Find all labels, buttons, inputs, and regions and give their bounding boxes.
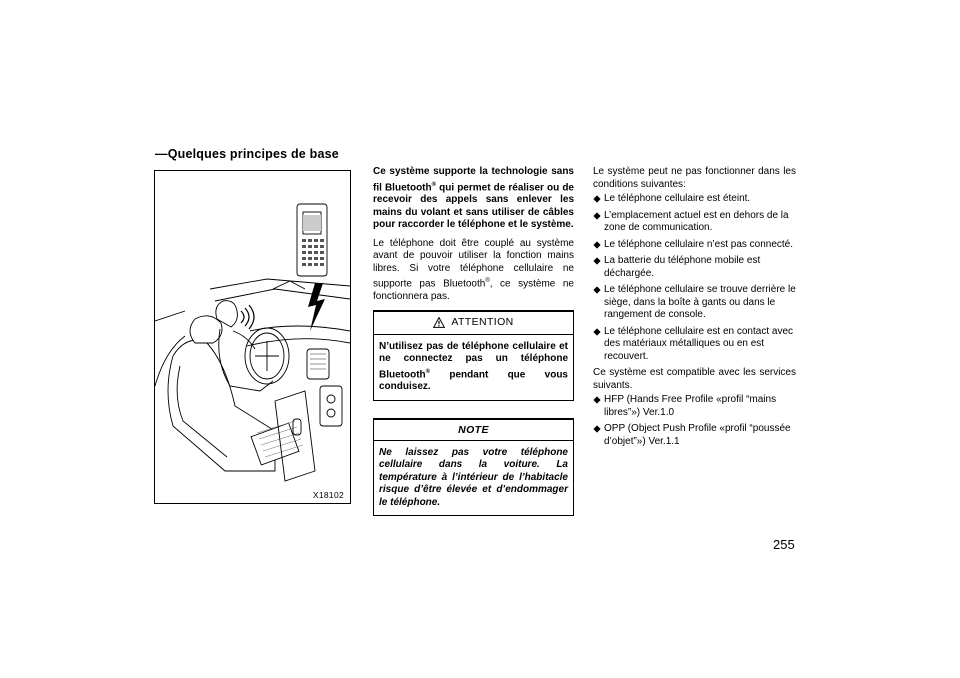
list-item: L’emplacement actuel est en dehors de la zone de communication.: [593, 210, 796, 235]
services-intro: Ce système est compatible avec les services suivants.: [593, 367, 796, 391]
list-item: OPP (Object Push Profile «profil “poussée d’objet”») Ver.1.1: [593, 423, 796, 448]
list-item: Le téléphone cellulaire est éteint.: [593, 193, 796, 206]
note-body: Ne laissez pas votre téléphone cellulaire dans la voiture. La température à l’intérieur de l’habitacle risque d’être élevée et d’endommager le téléphone.: [379, 446, 568, 508]
warning-triangle-icon: [433, 317, 445, 328]
list-item: Le téléphone cellulaire se trouve derrière le siège, dans la boîte à gants ou dans le rangement de console.: [593, 284, 796, 322]
note-box: [373, 418, 574, 517]
right-column: [593, 166, 796, 452]
figure-code: X18102: [312, 490, 344, 500]
intro-bold-text: Ce système supporte la technologie sans fil Bluetooth® qui permet de réaliser ou de recevoir des appels sans enlever les mains du volant et sans utiliser de câbles pour raccorder le téléphone et le système.: [373, 166, 574, 231]
signal-bolt-icon: [308, 283, 325, 331]
page-number: 255: [773, 537, 795, 552]
attention-title: ATTENTION: [451, 316, 514, 329]
middle-column: [373, 166, 574, 516]
driver-phone-illustration: [155, 171, 350, 503]
car-interior-illustration: [154, 170, 351, 504]
list-item: La batterie du téléphone mobile est déchargée.: [593, 255, 796, 280]
list-item: Le téléphone cellulaire est en contact avec des matériaux métalliques ou en est recouvert.: [593, 326, 796, 364]
attention-body: N’utilisez pas de téléphone cellulaire et ne connectez pas un téléphone Bluetooth® pendant que vous conduisez.: [379, 340, 568, 393]
section-title: —Quelques principes de base: [155, 147, 339, 161]
list-item: HFP (Hands Free Profile «profil “mains libres”») Ver.1.0: [593, 394, 796, 419]
conditions-intro: Le système peut ne pas fonctionner dans les conditions suivantes:: [593, 166, 796, 190]
note-title: NOTE: [458, 423, 489, 436]
attention-header: [374, 312, 573, 335]
conditions-list: [593, 193, 796, 363]
list-item: Le téléphone cellulaire n’est pas connecté.: [593, 239, 796, 252]
pairing-paragraph: Le téléphone doit être couplé au système avant de pouvoir utiliser la fonction mains libres. Si votre téléphone cellulaire ne supporte pas Bluetooth®, ce système ne fonctionnera pas.: [373, 237, 574, 303]
mobile-phone-icon: [297, 204, 327, 276]
services-list: [593, 394, 796, 448]
attention-box: [373, 310, 574, 401]
note-header: [374, 420, 573, 441]
